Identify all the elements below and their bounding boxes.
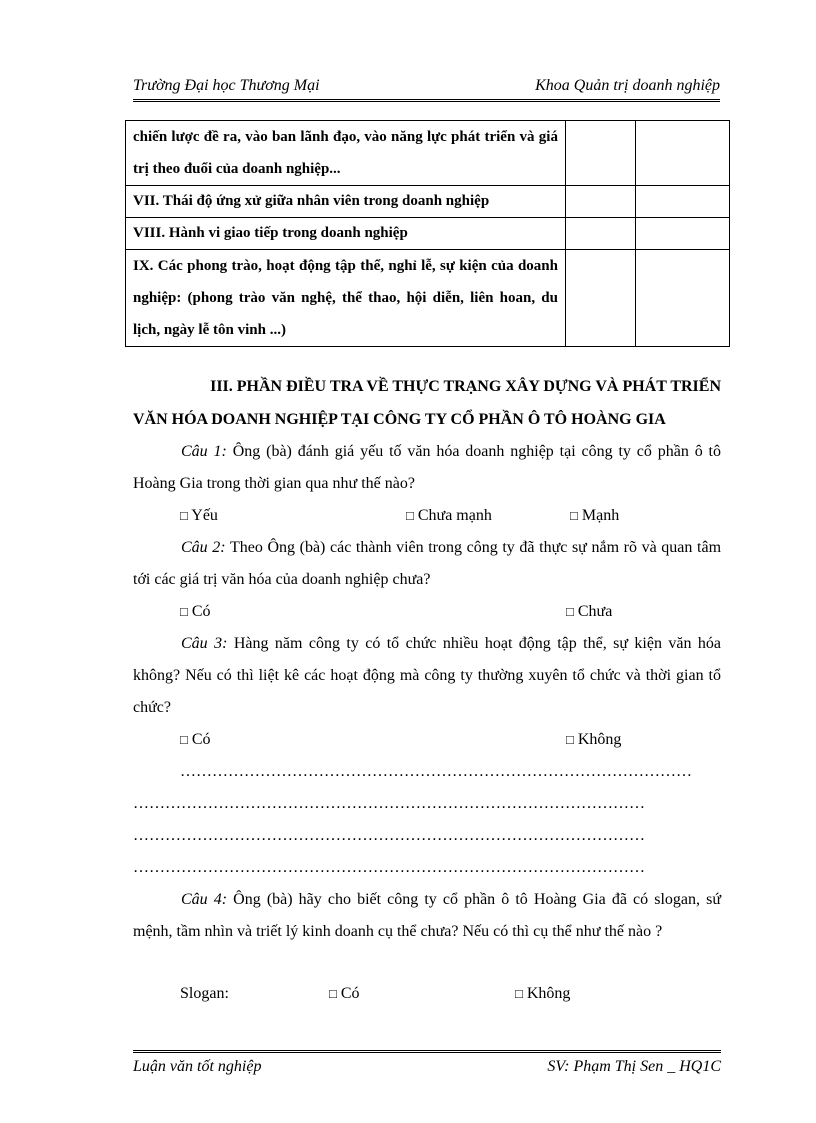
checkbox-icon: □ xyxy=(515,986,523,1001)
option-label: Có xyxy=(191,603,211,620)
option-khong[interactable] xyxy=(515,985,570,1003)
checkbox-icon: □ xyxy=(566,732,574,747)
answer-line[interactable]: …………………………………………………………………………………… xyxy=(133,859,645,876)
option-label: Không xyxy=(526,985,571,1002)
question-4-label: Câu 4: xyxy=(181,891,228,908)
question-4-text: Ông (bà) hãy cho biết công ty cổ phần ô tô Hoàng Gia đã có slogan, sứ mệnh, tầm nhìn và triết lý kinh doanh cụ thể chưa? Nếu có thì cụ thể như thế nào ? xyxy=(133,891,721,940)
question-2-label: Câu 2: xyxy=(181,539,226,556)
checkbox-icon: □ xyxy=(180,604,188,619)
answer-line[interactable]: …………………………………………………………………………………… xyxy=(180,763,692,780)
table-cell-empty xyxy=(565,218,635,250)
table-row xyxy=(126,121,730,186)
option-khong[interactable] xyxy=(566,731,621,749)
option-co[interactable] xyxy=(329,985,360,1003)
table-row xyxy=(126,218,730,250)
section-title-line1: III. PHẦN ĐIỀU TRA VỀ THỰC TRẠNG XÂY DỰNG VÀ PHÁT TRIỂN xyxy=(210,378,721,395)
culture-table xyxy=(125,120,730,347)
option-label: Có xyxy=(340,985,360,1002)
option-manh[interactable] xyxy=(570,507,619,525)
answer-line[interactable]: …………………………………………………………………………………… xyxy=(133,795,645,812)
option-co[interactable] xyxy=(180,731,211,749)
table-cell-text: IX. Các phong trào, hoạt động tập thể, nghỉ lễ, sự kiện của doanh nghiệp: (phong trào văn nghệ, thể thao, hội diễn, liên hoan, du lịch, ngày lễ tôn vinh ...) xyxy=(126,250,566,347)
section-title-line2: VĂN HÓA DOANH NGHIỆP TẠI CÔNG TY CỔ PHẦN Ô TÔ HOÀNG GIA xyxy=(133,411,666,428)
checkbox-icon: □ xyxy=(406,508,414,523)
question-2-text: Theo Ông (bà) các thành viên trong công ty đã thực sự nắm rõ và quan tâm tới các giá trị văn hóa của doanh nghiệp chưa? xyxy=(133,539,722,588)
table-cell-empty xyxy=(565,250,635,347)
option-yeu[interactable] xyxy=(180,507,218,525)
table-row xyxy=(126,250,730,347)
option-label: Không xyxy=(577,731,622,748)
table-row xyxy=(126,186,730,218)
option-co[interactable] xyxy=(180,603,211,621)
page-footer xyxy=(133,1050,721,1083)
checkbox-icon: □ xyxy=(329,986,337,1001)
slogan-label: Slogan: xyxy=(180,985,229,1002)
option-label: Chưa xyxy=(577,603,613,620)
table-cell-text: VII. Thái độ ứng xử giữa nhân viên trong doanh nghiệp xyxy=(126,186,566,218)
page-header xyxy=(133,77,720,102)
checkbox-icon: □ xyxy=(570,508,578,523)
checkbox-icon: □ xyxy=(180,732,188,747)
question-3 xyxy=(133,628,721,724)
header-faculty: Khoa Quản trị doanh nghiệp xyxy=(535,77,720,94)
question-2 xyxy=(133,532,721,596)
footer-student: SV: Phạm Thị Sen _ HQ1C xyxy=(547,1058,721,1075)
table-cell-empty xyxy=(635,250,729,347)
table-cell-text: chiến lược đề ra, vào ban lãnh đạo, vào năng lực phát triển và giá trị theo đuổi của doanh nghiệp... xyxy=(126,121,566,186)
table-cell-empty xyxy=(635,121,729,186)
question-1 xyxy=(133,436,721,500)
question-4 xyxy=(133,884,721,948)
question-3-label: Câu 3: xyxy=(181,635,228,652)
option-label: Mạnh xyxy=(581,507,620,524)
question-1-label: Câu 1: xyxy=(181,443,227,460)
option-label: Chưa mạnh xyxy=(417,507,492,524)
question-1-text: Ông (bà) đánh giá yếu tố văn hóa doanh nghiệp tại công ty cổ phần ô tô Hoàng Gia trong thời gian qua như thế nào? xyxy=(133,443,722,492)
table-cell-empty xyxy=(635,218,729,250)
option-label: Có xyxy=(191,731,211,748)
answer-line[interactable]: …………………………………………………………………………………… xyxy=(133,827,645,844)
table-cell-empty xyxy=(565,186,635,218)
checkbox-icon: □ xyxy=(566,604,574,619)
footer-thesis: Luận văn tốt nghiệp xyxy=(133,1058,262,1075)
checkbox-icon: □ xyxy=(180,508,188,523)
table-cell-empty xyxy=(565,121,635,186)
option-label: Yếu xyxy=(191,507,218,524)
question-3-text: Hàng năm công ty có tổ chức nhiều hoạt động tập thể, sự kiện văn hóa không? Nếu có thì liệt kê các hoạt động mà công ty thường xuyên tổ chức và thời gian tổ chức? xyxy=(133,635,722,716)
option-chua[interactable] xyxy=(566,603,612,621)
option-chua-manh[interactable] xyxy=(406,507,492,525)
table-cell-text: VIII. Hành vi giao tiếp trong doanh nghiệp xyxy=(126,218,566,250)
header-school: Trường Đại học Thương Mại xyxy=(133,77,320,94)
table-cell-empty xyxy=(635,186,729,218)
